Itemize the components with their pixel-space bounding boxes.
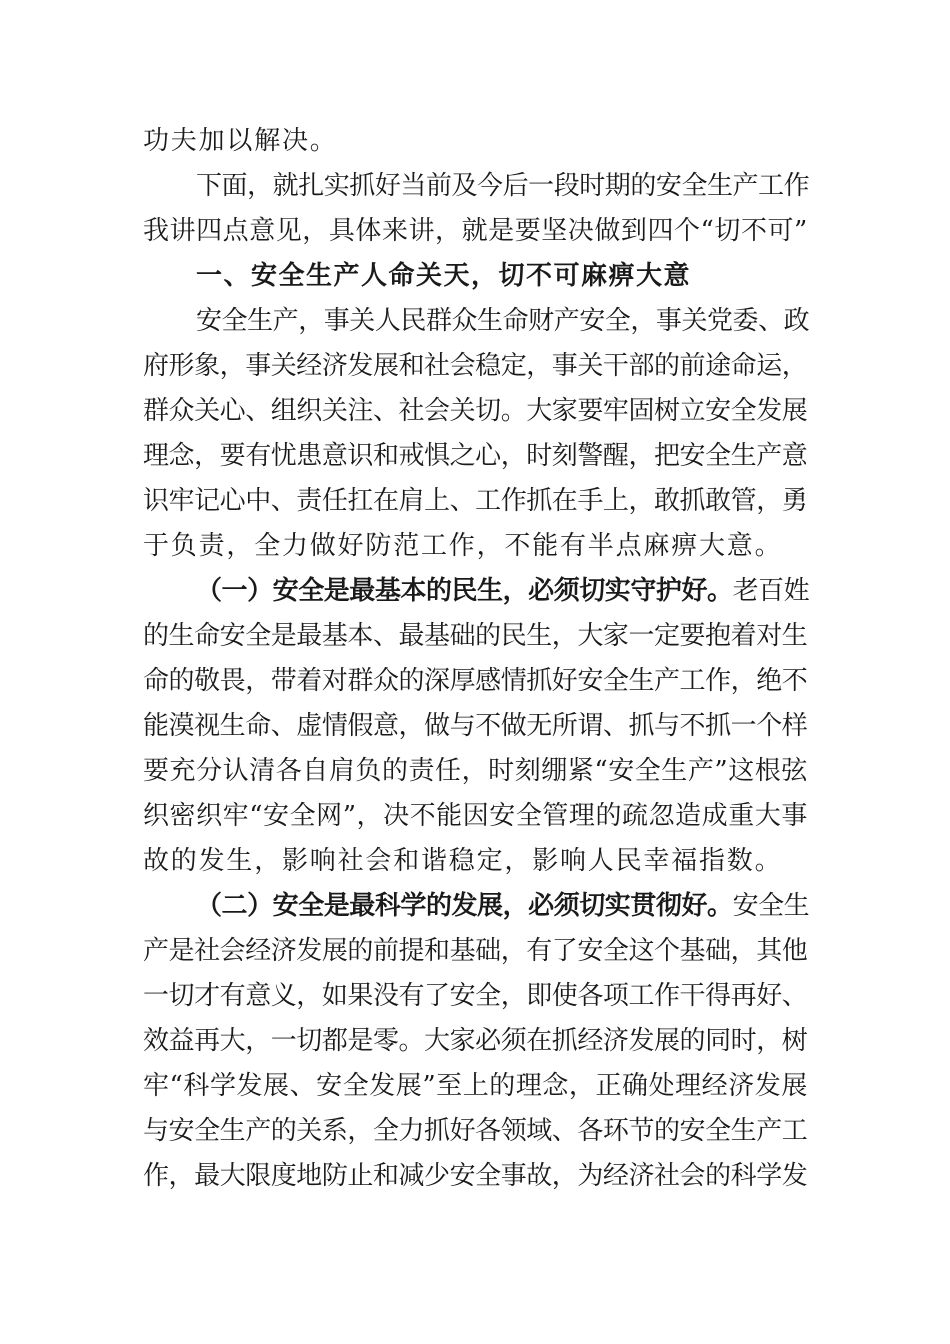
section-heading: 一、安全生产人命关天，切不可麻痹大意 xyxy=(196,261,692,291)
paragraph-line: 故的发生，影响社会和谐稳定，影响人民幸福指数。 xyxy=(143,846,783,876)
paragraph-line: 府形象，事关经济发展和社会稳定，事关干部的前途命运， xyxy=(143,351,808,381)
paragraph-line: 于负责，全力做好防范工作，不能有半点麻痹大意。 xyxy=(143,531,783,561)
subsection-heading: （一）安全是最基本的民生，必须切实守护好。 xyxy=(196,576,733,606)
paragraph-line: 与安全生产的关系，全力抓好各领域、各环节的安全生产工 xyxy=(143,1116,808,1146)
paragraph-line: 牢“科学发展、安全发展”至上的理念，正确处理经济发展 xyxy=(143,1071,808,1101)
paragraph-line: 群众关心、组织关注、社会关切。大家要牢固树立安全发展 xyxy=(143,396,808,426)
paragraph-line: 产是社会经济发展的前提和基础，有了安全这个基础，其他 xyxy=(143,936,808,966)
paragraph-line: 要充分认清各自肩负的责任，时刻绷紧“安全生产”这根弦 xyxy=(143,756,808,786)
paragraph-line: 作，最大限度地防止和减少安全事故，为经济社会的科学发 xyxy=(143,1161,808,1191)
paragraph-line: 效益再大，一切都是零。大家必须在抓经济发展的同时，树 xyxy=(143,1026,808,1056)
paragraph-text: 老百姓 xyxy=(732,576,810,606)
paragraph-line: 织密织牢“安全网”，决不能因安全管理的疏忽造成重大事 xyxy=(143,801,808,831)
subsection-heading: （二）安全是最科学的发展，必须切实贯彻好。 xyxy=(196,891,733,921)
paragraph-line: 一切才有意义，如果没有了安全，即使各项工作干得再好、 xyxy=(143,981,808,1011)
paragraph-line: 能漠视生命、虚情假意，做与不做无所谓、抓与不抓一个样 xyxy=(143,711,808,741)
paragraph-line: 的生命安全是最基本、最基础的民生，大家一定要抱着对生 xyxy=(143,621,808,651)
paragraph-line: 功夫加以解决。 xyxy=(143,126,338,156)
paragraph-line: 下面，就扎实抓好当前及今后一段时期的安全生产工作 xyxy=(196,171,810,201)
paragraph-line: 命的敬畏，带着对群众的深厚感情抓好安全生产工作，绝不 xyxy=(143,666,808,696)
paragraph-line: 理念，要有忧患意识和戒惧之心，时刻警醒，把安全生产意 xyxy=(143,441,808,471)
paragraph-line: 安全生产，事关人民群众生命财产安全，事关党委、政 xyxy=(196,306,810,336)
paragraph-line: 识牢记心中、责任扛在肩上、工作抓在手上，敢抓敢管，勇 xyxy=(143,486,808,516)
paragraph-line xyxy=(196,886,809,926)
paragraph-line xyxy=(196,571,809,611)
paragraph-text: 安全生 xyxy=(732,891,810,921)
paragraph-line: 我讲四点意见，具体来讲，就是要坚决做到四个“切不可” xyxy=(143,216,808,246)
